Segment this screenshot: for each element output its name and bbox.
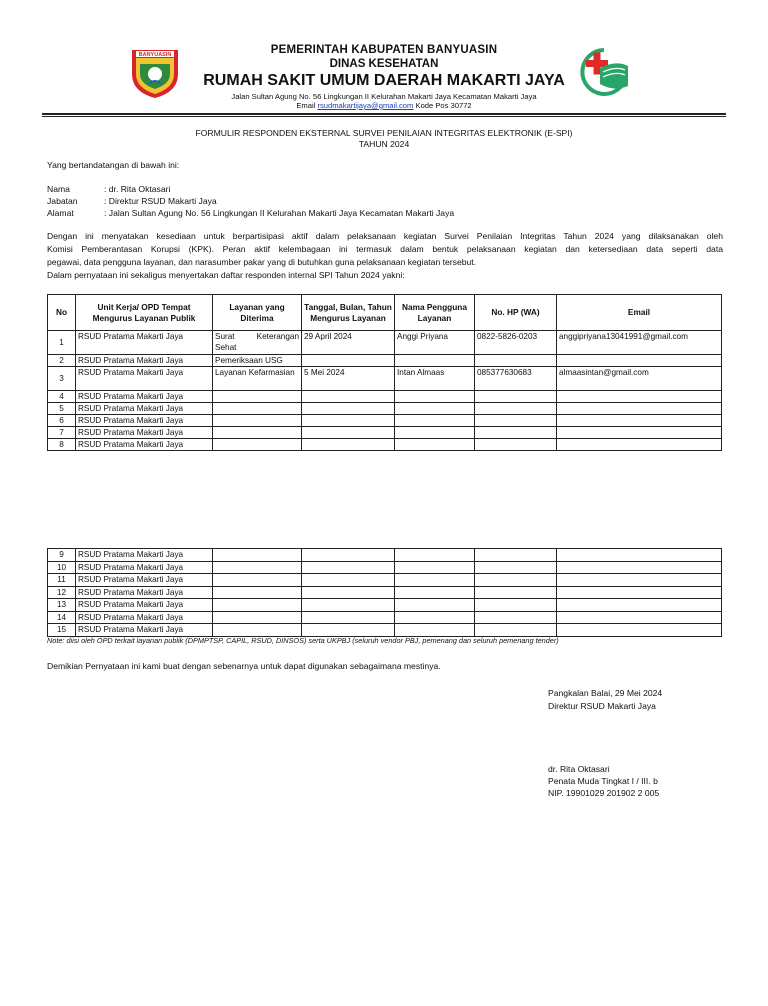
- cell-date: [302, 403, 395, 415]
- table-row: [48, 427, 722, 439]
- table-row: [48, 415, 722, 427]
- cell-user: [395, 427, 475, 439]
- cell-user: Intan Almaas: [395, 367, 475, 391]
- cell-date: [302, 599, 395, 612]
- cell-service: Surat Keterangan Sehat: [213, 331, 302, 355]
- cell-user: [395, 415, 475, 427]
- postal-code: Kode Pos 30772: [415, 101, 472, 110]
- statement-line-3: pegawai, data pengguna layanan, dan narasumber pakar yang di butuhkan guna pelaksanaan kegiatan tersebut.: [47, 257, 477, 267]
- signature-rank: Penata Muda Tingkat I / III. b: [548, 776, 658, 786]
- statement-line-1: Dengan ini menyatakan kesediaan untuk berpartisipasi aktif dalam pelaksanaan kegiatan Survei Penilaian Integritas Tahun 2024 yang dilaksanakan oleh: [47, 231, 723, 241]
- cell-date: [302, 586, 395, 599]
- table-row: [48, 549, 722, 562]
- table-row: [48, 561, 722, 574]
- cell-date: [302, 549, 395, 562]
- header-address: Jalan Sultan Agung No. 56 Lingkungan II Kelurahan Makarti Jaya Kecamatan Makarti Jaya: [231, 92, 537, 101]
- cell-phone: [475, 391, 557, 403]
- cell-service: [213, 624, 302, 637]
- table-note: Note: diisi oleh OPD terkait layanan publik (DPMPTSP, CAPIL, RSUD, DINSOS) serta UKPBJ (seluruh vendor PBJ, pemenang dan seluruh pemenang tender): [47, 636, 559, 645]
- cell-phone: [475, 586, 557, 599]
- cell-email: [557, 439, 722, 451]
- cell-user: [395, 624, 475, 637]
- cell-email: [557, 574, 722, 587]
- cell-email: [557, 391, 722, 403]
- cell-service: [213, 403, 302, 415]
- cell-phone: [475, 355, 557, 367]
- cell-email: [557, 403, 722, 415]
- signature-nip: NIP. 19901029 201902 2 005: [548, 788, 660, 798]
- cell-phone: [475, 611, 557, 624]
- cell-service: [213, 439, 302, 451]
- field-value-address: : Jalan Sultan Agung No. 56 Lingkungan II Kelurahan Makarti Jaya Kecamatan Makarti Jaya: [104, 208, 455, 218]
- cell-email: anggipriyana13041991@gmail.com: [557, 331, 722, 355]
- cell-no: 11: [48, 574, 76, 587]
- cell-unit: RSUD Pratama Makarti Jaya: [76, 549, 213, 562]
- statement-paragraph: [47, 230, 723, 282]
- cell-phone: [475, 439, 557, 451]
- email-link[interactable]: rsudmakartijaya@gmail.com: [317, 101, 414, 110]
- field-label-address: Alamat: [47, 208, 74, 218]
- cell-user: [395, 611, 475, 624]
- cell-email: almaasintan@gmail.com: [557, 367, 722, 391]
- cell-phone: [475, 549, 557, 562]
- cell-phone: [475, 599, 557, 612]
- cell-user: [395, 439, 475, 451]
- cell-unit: RSUD Pratama Makarti Jaya: [76, 574, 213, 587]
- cell-date: [302, 561, 395, 574]
- form-year: TAHUN 2024: [358, 139, 410, 149]
- table-row: [48, 611, 722, 624]
- header-department: DINAS KESEHATAN: [329, 58, 439, 70]
- cell-unit: RSUD Pratama Makarti Jaya: [76, 391, 213, 403]
- cell-no: 6: [48, 415, 76, 427]
- cell-email: [557, 586, 722, 599]
- cell-user: [395, 599, 475, 612]
- cell-unit: RSUD Pratama Makarti Jaya: [76, 439, 213, 451]
- field-value-name: : dr. Rita Oktasari: [104, 184, 171, 194]
- cell-service: [213, 415, 302, 427]
- cell-user: [395, 391, 475, 403]
- cell-service: [213, 391, 302, 403]
- cell-date: [302, 415, 395, 427]
- cell-date: [302, 427, 395, 439]
- cell-date: 5 Mei 2024: [302, 367, 395, 391]
- signature-name: dr. Rita Oktasari: [548, 764, 610, 774]
- cell-no: 15: [48, 624, 76, 637]
- cell-unit: RSUD Pratama Makarti Jaya: [76, 561, 213, 574]
- cell-date: [302, 624, 395, 637]
- cell-no: 9: [48, 549, 76, 562]
- field-label-position: Jabatan: [47, 196, 78, 206]
- cell-date: [302, 355, 395, 367]
- col-header-date: Tanggal, Bulan, Tahun Mengurus Layanan: [302, 295, 395, 331]
- cell-no: 12: [48, 586, 76, 599]
- cell-service: [213, 574, 302, 587]
- table-header-row: [48, 295, 722, 331]
- cell-email: [557, 427, 722, 439]
- table-row: [48, 391, 722, 403]
- table-row: [48, 355, 722, 367]
- cell-unit: RSUD Pratama Makarti Jaya: [76, 331, 213, 355]
- header-contact: [0, 101, 768, 110]
- table-row: [48, 599, 722, 612]
- header-divider-thin: [42, 116, 726, 117]
- cell-phone: [475, 624, 557, 637]
- cell-no: 10: [48, 561, 76, 574]
- form-title: FORMULIR RESPONDEN EKSTERNAL SURVEI PENILAIAN INTEGRITAS ELEKTRONIK (E-SPI): [195, 128, 573, 138]
- table-row: [48, 403, 722, 415]
- cell-phone: 0822-5826-0203: [475, 331, 557, 355]
- cell-service: [213, 586, 302, 599]
- cell-unit: RSUD Pratama Makarti Jaya: [76, 403, 213, 415]
- cell-email: [557, 549, 722, 562]
- cell-unit: RSUD Pratama Makarti Jaya: [76, 624, 213, 637]
- cell-date: [302, 439, 395, 451]
- header-hospital-name: RUMAH SAKIT UMUM DAERAH MAKARTI JAYA: [203, 72, 565, 89]
- cell-user: [395, 586, 475, 599]
- cell-unit: RSUD Pratama Makarti Jaya: [76, 611, 213, 624]
- intro-text: Yang bertandatangan di bawah ini:: [47, 160, 180, 170]
- col-header-unit: Unit Kerja/ OPD Tempat Mengurus Layanan Publik: [76, 295, 213, 331]
- col-header-no: No: [48, 295, 76, 331]
- table-row: [48, 574, 722, 587]
- table-row: [48, 439, 722, 451]
- cell-user: [395, 355, 475, 367]
- cell-no: 1: [48, 331, 76, 355]
- col-header-user: Nama Pengguna Layanan: [395, 295, 475, 331]
- cell-service: [213, 549, 302, 562]
- cell-phone: [475, 427, 557, 439]
- cell-phone: [475, 415, 557, 427]
- cell-service: [213, 599, 302, 612]
- cell-user: Anggi Priyana: [395, 331, 475, 355]
- cell-email: [557, 355, 722, 367]
- cell-unit: RSUD Pratama Makarti Jaya: [76, 367, 213, 391]
- cell-phone: [475, 561, 557, 574]
- col-header-email: Email: [557, 295, 722, 331]
- cell-email: [557, 624, 722, 637]
- cell-no: 14: [48, 611, 76, 624]
- cell-user: [395, 574, 475, 587]
- cell-date: [302, 391, 395, 403]
- field-value-position: : Direktur RSUD Makarti Jaya: [104, 196, 217, 206]
- cell-no: 8: [48, 439, 76, 451]
- cell-date: [302, 611, 395, 624]
- cell-no: 2: [48, 355, 76, 367]
- table-row: [48, 586, 722, 599]
- table-row: [48, 624, 722, 637]
- email-label: Email: [296, 101, 316, 110]
- cell-email: [557, 611, 722, 624]
- statement-list-intro: Dalam pernyataan ini sekaligus menyertakan daftar responden internal SPI Tahun 2024 yakni:: [47, 270, 405, 280]
- signature-place-date: Pangkalan Balai, 29 Mei 2024: [548, 688, 663, 698]
- cell-unit: RSUD Pratama Makarti Jaya: [76, 427, 213, 439]
- table-row: [48, 331, 722, 355]
- table-row: [48, 367, 722, 391]
- col-header-phone: No. HP (WA): [475, 295, 557, 331]
- cell-no: 4: [48, 391, 76, 403]
- cell-email: [557, 561, 722, 574]
- field-label-name: Nama: [47, 184, 70, 194]
- cell-phone: [475, 403, 557, 415]
- cell-phone: [475, 574, 557, 587]
- signature-position: Direktur RSUD Makarti Jaya: [548, 701, 656, 711]
- cell-email: [557, 599, 722, 612]
- cell-service: [213, 611, 302, 624]
- respondent-table-bottom: [47, 548, 722, 637]
- statement-line-2: Komisi Pemberantasan Korupsi (KPK). Peran aktif kelembagaan ini termasuk dalam bentuk pelaksanaan kegiatan dan ketersediaan data seperti data: [47, 244, 723, 254]
- col-header-service: Layanan yang Diterima: [213, 295, 302, 331]
- header-divider: [42, 113, 726, 115]
- cell-no: 13: [48, 599, 76, 612]
- cell-phone: 085377630683: [475, 367, 557, 391]
- cell-user: [395, 403, 475, 415]
- cell-service: [213, 427, 302, 439]
- closing-statement: Demikian Pernyataan ini kami buat dengan sebenarnya untuk dapat digunakan sebagaimana mestinya.: [47, 661, 441, 671]
- cell-user: [395, 561, 475, 574]
- cell-service: [213, 561, 302, 574]
- cell-date: [302, 574, 395, 587]
- cell-user: [395, 549, 475, 562]
- cell-service: Layanan Kefarmasian: [213, 367, 302, 391]
- cell-unit: RSUD Pratama Makarti Jaya: [76, 355, 213, 367]
- header-government: PEMERINTAH KABUPATEN BANYUASIN: [270, 44, 498, 56]
- cell-unit: RSUD Pratama Makarti Jaya: [76, 599, 213, 612]
- cell-no: 7: [48, 427, 76, 439]
- cell-no: 5: [48, 403, 76, 415]
- cell-unit: RSUD Pratama Makarti Jaya: [76, 415, 213, 427]
- cell-email: [557, 415, 722, 427]
- cell-no: 3: [48, 367, 76, 391]
- cell-date: 29 April 2024: [302, 331, 395, 355]
- cell-service: Pemeriksaan USG: [213, 355, 302, 367]
- cell-unit: RSUD Pratama Makarti Jaya: [76, 586, 213, 599]
- banyuasin-logo-label: BANYUASIN: [138, 52, 172, 58]
- respondent-table-top: [47, 294, 722, 451]
